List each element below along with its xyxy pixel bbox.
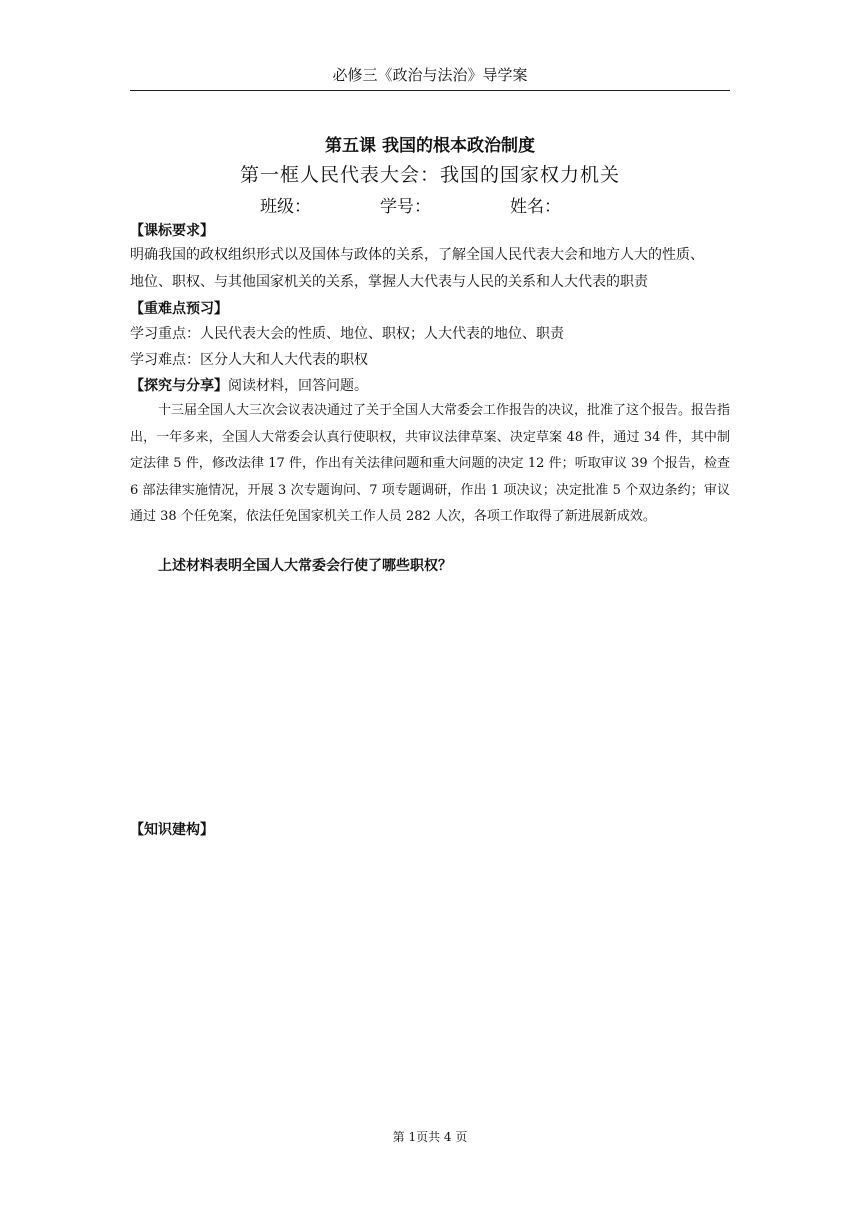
reading-material: 十三届全国人大三次会议表决通过了关于全国人大常委会工作报告的决议，批准了这个报告。报告指出，一年多来，全国人大常委会认真行使职权，共审议法律草案、决定草案 48 件，通过 34 件，其中制定法律 5 件，修改法律 17 件，作出有关法律问题和重大问题的决定 12 件；听取审议 39 个报告，检查 6 部法律实施情况，开展 3 次专题询问、7 项专题调研，作出 1 项决议；决定批准 5 个双边条约；审议通过 38 个任免案，依法任免国家机关工作人员 282 人次，各项工作取得了新进展新成效。 (130, 403, 731, 524)
explore-instruction: 阅读材料，回答问题。 (228, 378, 368, 394)
standards-line-2: 地位、职权、与其他国家机关的关系，掌握人大代表与人民的关系和人大代表的职责 (130, 274, 648, 290)
knowledge-heading: 【知识建构】 (130, 822, 214, 838)
difficult-points: 学习难点：区分人大和人大代表的职权 (130, 352, 368, 368)
name-label: 姓名： (510, 197, 561, 217)
student-id-label: 学号： (380, 197, 431, 217)
lesson-title: 第五课 我国的根本政治制度 (325, 136, 535, 156)
discussion-question: 上述材料表明全国人大常委会行使了哪些职权？ (158, 558, 452, 574)
class-label: 班级： (260, 197, 311, 217)
explore-heading-title: 【探究与分享】 (130, 378, 228, 394)
standards-line-1: 明确我国的政权组织形式以及国体与政体的关系，了解全国人民代表大会和地方人大的性质、 (130, 247, 704, 263)
explore-heading (130, 375, 368, 395)
header-divider (130, 90, 730, 91)
key-points: 学习重点：人民代表大会的性质、地位、职权；人大代表的地位、职责 (130, 326, 564, 342)
standards-heading: 【课标要求】 (130, 223, 214, 239)
page-number: 第 1页共 4 页 (392, 1130, 468, 1144)
preview-heading: 【重难点预习】 (130, 301, 228, 317)
page-header-title: 必修三《政治与法治》导学案 (332, 66, 528, 84)
lesson-subtitle: 第一框人民代表大会：我国的国家权力机关 (239, 164, 620, 186)
